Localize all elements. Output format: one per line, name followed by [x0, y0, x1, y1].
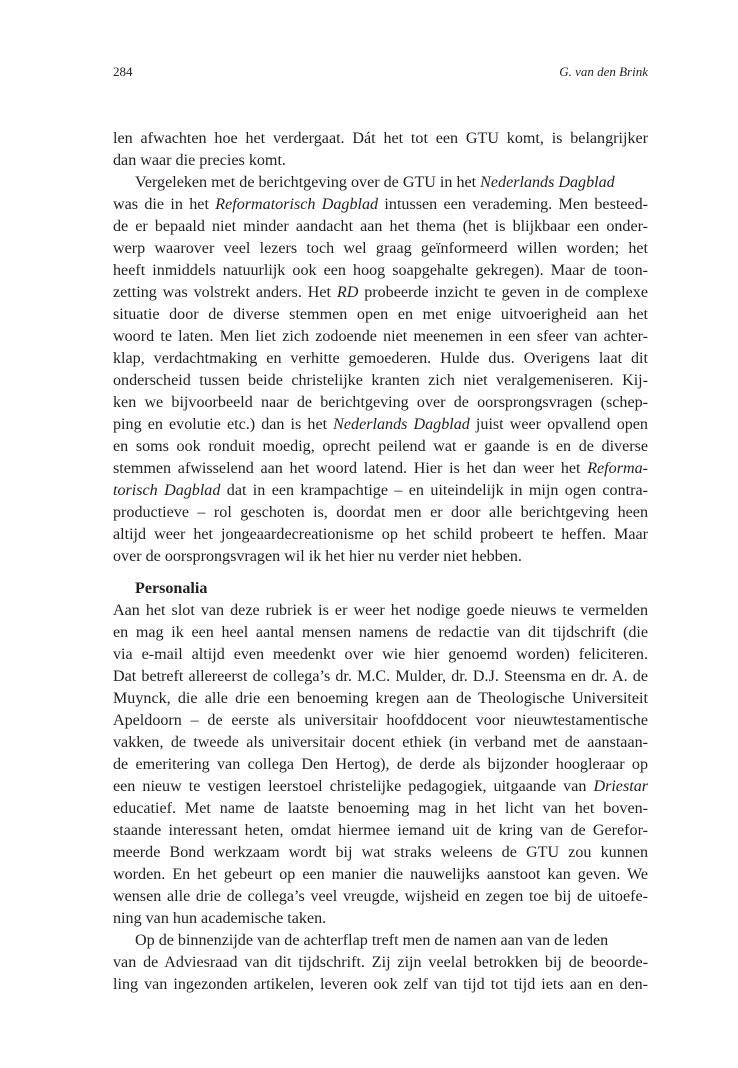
italic-text: Driestar — [593, 778, 648, 795]
running-header — [113, 64, 648, 84]
text-segment: educatief. Met name de laatste benoeming mag in het licht van het boven- — [113, 800, 648, 817]
text-line — [113, 754, 648, 776]
text-line — [113, 348, 648, 370]
text-segment: heeft inmiddels natuurlijk ook een hoog soapgehalte gekregen). Maar de toon- — [113, 262, 648, 279]
text-segment: Apeldoorn – de eerste als universitair hoofddocent voor nieuwtestamentische — [113, 712, 648, 729]
text-line — [113, 864, 648, 886]
text-line — [113, 886, 648, 908]
text-line — [113, 952, 648, 974]
italic-text: Nederlands Dagblad — [333, 416, 470, 433]
text-segment: een nieuw te vestigen leerstoel christelijke pedagogiek, uitgaande van — [113, 778, 594, 795]
text-segment: Personalia — [135, 580, 208, 597]
text-segment: ling van ingezonden artikelen, leveren ook zelf van tijd tot tijd iets aan en den- — [113, 976, 648, 993]
text-segment: Dat betreft allereerst de collega’s dr. M.C. Mulder, dr. D.J. Steensma en dr. A. de — [113, 668, 648, 685]
text-segment: juist weer opvallend open — [469, 416, 648, 433]
text-segment: Vergeleken met de berichtgeving over de GTU in het — [135, 174, 481, 191]
text-segment: dan waar die precies komt. — [113, 152, 286, 169]
text-segment: vakken, de tweede als universitair docent ethiek (in verband met de aanstaan- — [113, 734, 648, 751]
text-segment: zetting was volstrekt anders. Het — [113, 284, 337, 301]
text-line — [113, 502, 648, 524]
text-segment: de er bepaald niet minder aandacht aan het thema (het is blijkbaar een onder- — [113, 218, 648, 235]
text-segment: werp waarover veel lezers toch wel graag geïnformeerd willen worden; het — [113, 240, 648, 257]
text-segment: worden. En het gebeurt op een manier die nauwelijks aanstoot kan geven. We — [113, 866, 648, 883]
italic-text: RD — [336, 284, 359, 301]
text-line — [113, 600, 648, 622]
text-line — [113, 436, 648, 458]
text-segment: altijd weer het jongeaardecreationisme op het schild probeert te heffen. Maar — [113, 526, 648, 543]
text-line — [113, 260, 648, 282]
text-line — [113, 622, 648, 644]
text-line — [113, 128, 648, 150]
page-number: 284 — [113, 64, 133, 79]
text-segment: wensen alle drie de collega’s veel vreugde, wijsheid en zegen toe bij de uitoefe- — [113, 888, 648, 905]
text-segment: ning van hun academische taken. — [113, 910, 327, 927]
text-segment: productieve – rol geschoten is, doordat men er door alle berichtgeving heen — [113, 504, 648, 521]
text-segment: van de Adviesraad van dit tijdschrift. Zij zijn veelal betrokken bij de beoorde- — [113, 954, 648, 971]
text-line — [113, 524, 648, 546]
text-segment: dat in een krampachtige – en uiteindelijk in mijn ogen contra- — [220, 482, 648, 499]
section-heading — [135, 578, 207, 600]
text-line — [113, 842, 648, 864]
text-line — [113, 820, 648, 842]
text-segment: en soms ook ronduit moedig, oprecht peilend wat er gaande is en de diverse — [113, 438, 648, 455]
text-line — [135, 930, 648, 952]
text-line — [113, 392, 648, 414]
text-line — [113, 546, 522, 568]
italic-text: Reformatorisch Dagblad — [215, 196, 379, 213]
text-line — [113, 194, 648, 216]
text-segment: woord te laten. Men liet zich zodoende niet meenemen in een sfeer van achter- — [113, 328, 648, 345]
text-line — [113, 238, 648, 260]
text-segment: ken we bijvoorbeeld naar de berichtgeving over de oorsprongsvragen (schep- — [113, 394, 648, 411]
text-line — [113, 644, 648, 666]
text-segment: klap, verdachtmaking en verhitte gemoederen. Hulde dus. Overigens laat dit — [113, 350, 648, 367]
italic-text: Reforma- — [587, 460, 648, 477]
text-segment: situatie door de diverse stemmen open en met enige uitvoerigheid aan het — [113, 306, 648, 323]
text-segment: Muynck, die alle drie een benoeming kregen aan de Theologische Universiteit — [113, 690, 648, 707]
text-segment: en mag ik een heel aantal mensen namens de redactie van dit tijdschrift (die — [113, 624, 648, 641]
text-segment: over de oorsprongsvragen wil ik het hier nu verder niet hebben. — [113, 548, 522, 565]
running-head-author: G. van den Brink — [559, 64, 648, 79]
text-line — [113, 798, 648, 820]
text-line — [113, 732, 648, 754]
text-line — [113, 282, 648, 304]
text-segment: stemmen afwisselend aan het woord latend. Hier is het dan weer het — [113, 460, 588, 477]
text-segment: ping en evolutie etc.) dan is het — [113, 416, 334, 433]
text-line — [135, 172, 648, 194]
text-line — [113, 414, 648, 436]
text-line — [113, 776, 648, 798]
text-segment: Aan het slot van deze rubriek is er weer het nodige goede nieuws te vermelden — [113, 602, 648, 619]
text-line — [113, 370, 648, 392]
text-segment: via e-mail altijd even meedenkt over wie hier genoemd worden) feliciteren. — [113, 646, 648, 663]
text-segment: probeerde inzicht te geven in de complexe — [358, 284, 648, 301]
text-line — [113, 326, 648, 348]
text-line — [113, 908, 326, 930]
text-segment: onderscheid tussen beide christelijke kranten zich niet veralgemeniseren. Kij- — [113, 372, 648, 389]
text-line — [113, 710, 648, 732]
text-line — [113, 480, 648, 502]
text-line — [113, 304, 648, 326]
text-segment: len afwachten hoe het verdergaat. Dát het tot een GTU komt, is belangrijker — [113, 130, 648, 147]
italic-text: torisch Dagblad — [113, 482, 221, 499]
text-line — [113, 666, 648, 688]
text-segment: meerde Bond werkzaam wordt bij wat straks weleens de GTU zou kunnen — [113, 844, 648, 861]
text-line — [113, 458, 648, 480]
text-line — [113, 216, 648, 238]
text-line — [113, 150, 286, 172]
text-line — [113, 974, 648, 996]
text-segment: was die in het — [113, 196, 216, 213]
text-segment: staande interessant heten, omdat hiermee iemand uit de kring van de Gerefor- — [113, 822, 648, 839]
italic-text: Nederlands Dagblad — [480, 174, 615, 191]
text-line — [113, 688, 648, 710]
text-segment: Op de binnenzijde van de achterflap treft men de namen aan van de leden — [135, 932, 609, 949]
text-segment: de emeritering van collega Den Hertog), de derde als bijzonder hoogleraar op — [113, 756, 648, 773]
text-segment: intussen een verademing. Men besteed- — [378, 196, 649, 213]
